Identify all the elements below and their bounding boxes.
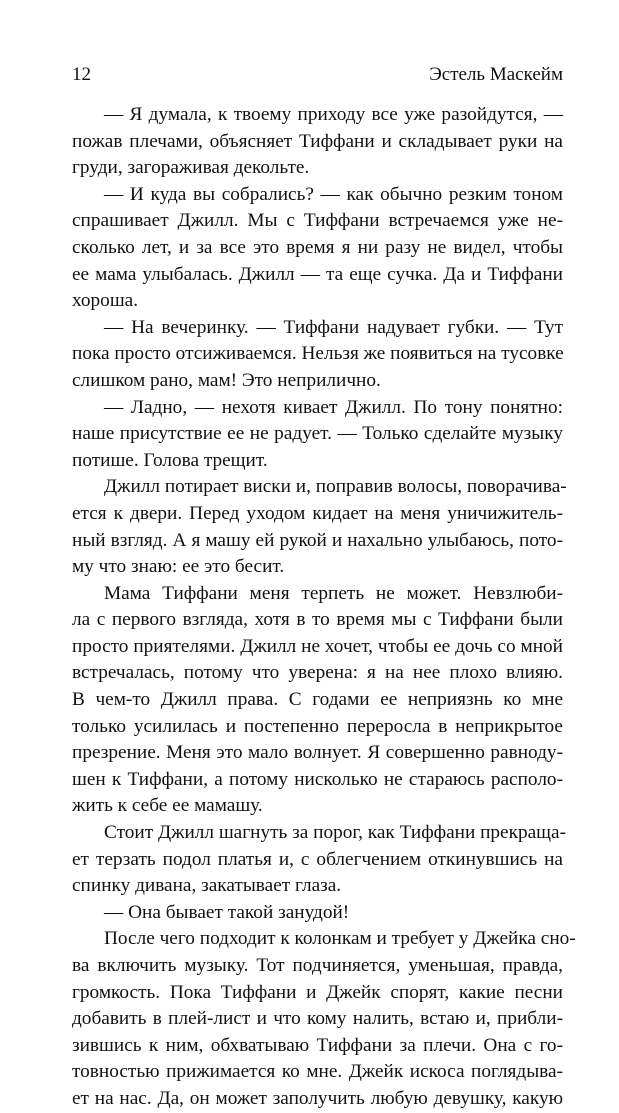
text-line: наше присутствие ее не радует. — Только сделайте музыку xyxy=(72,423,563,445)
text-line: — Ладно, — нехотя кивает Джилл. По тону понятно: xyxy=(104,396,563,418)
text-line: Стоит Джилл шагнуть за порог, как Тиффани прекраща- xyxy=(104,822,566,844)
text-line: потише. Голова трещит. xyxy=(72,449,268,471)
text-line: — Она бывает такой занудой! xyxy=(104,901,350,923)
text-line: встречалась, потому что уверена: я на нее плохо влияю. xyxy=(72,662,563,684)
text-line: хороша. xyxy=(72,290,139,312)
text-line: слишком рано, мам! Это неприлично. xyxy=(72,369,381,391)
text-line: спрашивает Джилл. Мы с Тиффани встречаемся уже не- xyxy=(72,210,563,232)
text-line: В чем-то Джилл права. С годами ее неприязнь ко мне xyxy=(72,689,563,711)
text-line: просто приятелями. Джилл не хочет, чтобы ее дочь со мной xyxy=(72,635,563,657)
text-line: ет терзать подол платья и, с облегчением откинувшись на xyxy=(72,848,563,870)
text-line: ва включить музыку. Тот подчиняется, уменьшая, правда, xyxy=(72,955,563,976)
page-header xyxy=(72,62,563,88)
text-line: товностью прижимается ко мне. Джейк искоса поглядыва- xyxy=(72,1061,563,1083)
text-line: добавить в плей-лист и что кому налить, встаю и, прибли- xyxy=(72,1008,563,1030)
text-line: ее мама улыбалась. Джилл — та еще сучка. Да и Тиффани xyxy=(72,263,563,285)
running-title: Эстель Маскейм xyxy=(429,64,563,85)
text-line: груди, загораживая декольте. xyxy=(72,157,310,179)
text-line: громкость. Пока Тиффани и Джейк спорят, какие песни xyxy=(72,981,563,1003)
text-line: ется к двери. Перед уходом кидает на меня уничижитель- xyxy=(72,502,563,524)
text-line: презрение. Меня это мало волнует. Я совершенно равноду- xyxy=(72,742,563,764)
text-line: спинку дивана, закатывает глаза. xyxy=(72,875,342,897)
text-line: только усилилась и постепенно переросла в неприкрытое xyxy=(72,715,563,737)
text-line: ет на нас. Да, он может заполучить любую девушку, какую xyxy=(72,1087,563,1109)
text-line: ный взгляд. А я машу ей рукой и нахально улыбаюсь, пото- xyxy=(72,529,563,551)
text-line: шен к Тиффани, а потому нисколько не стараюсь располо- xyxy=(72,768,563,790)
text-line: жить к себе ее мамашу. xyxy=(72,795,263,817)
text-line: сколько лет, и за все это время я ни разу не видел, чтобы xyxy=(72,236,563,258)
body-text xyxy=(72,102,576,1113)
text-line: му что знаю: ее это бесит. xyxy=(72,556,285,578)
text-line: пожав плечами, объясняет Тиффани и складывает руки на xyxy=(72,130,563,152)
text-line: Джилл потирает виски и, поправив волосы, поворачива- xyxy=(104,476,567,498)
text-line: ла с первого взгляда, хотя в то время мы с Тиффани были xyxy=(72,609,563,631)
text-line: — Я думала, к твоему приходу все уже разойдутся, — xyxy=(104,104,563,125)
text-line: — И куда вы собрались? — как обычно резким тоном xyxy=(104,183,563,205)
text-line: Мама Тиффани меня терпеть не может. Невзлюби- xyxy=(104,582,563,604)
text-line: После чего подходит к колонкам и требует у Джейка сно- xyxy=(104,928,576,950)
text-line: зившись к ним, обхватываю Тиффани за плечи. Она с го- xyxy=(72,1034,563,1056)
text-line: — На вечеринку. — Тиффани надувает губки. — Тут xyxy=(104,316,563,338)
text-line: пока просто отсиживаемся. Нельзя же появиться на тусовке xyxy=(72,343,564,365)
page-number: 12 xyxy=(72,64,91,85)
